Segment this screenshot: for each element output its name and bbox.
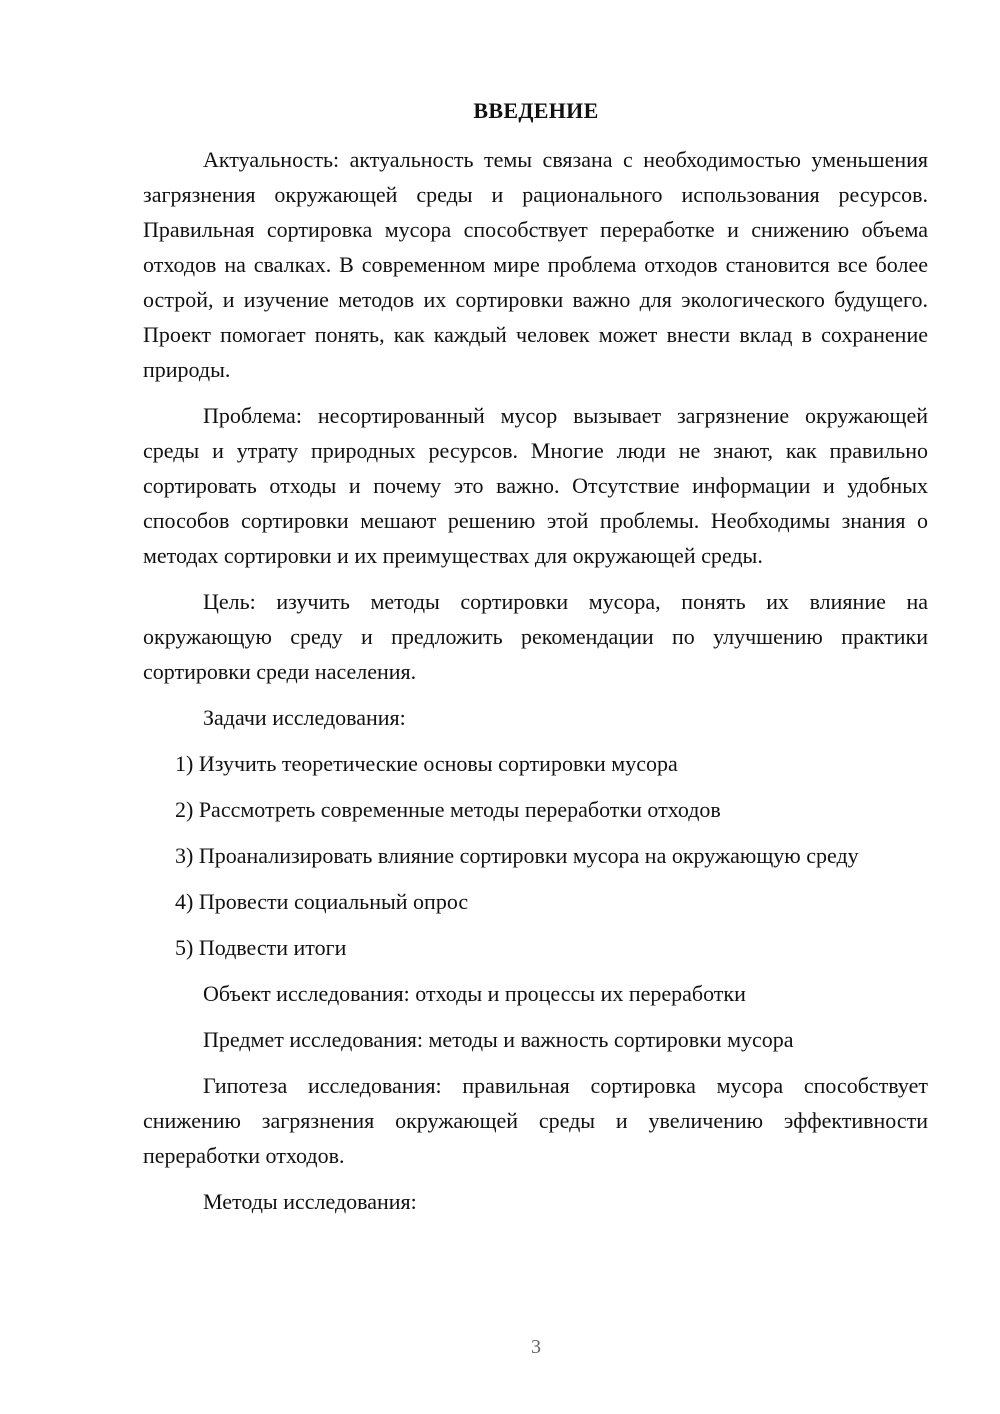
object-paragraph: Объект исследования: отходы и процессы их переработки bbox=[203, 981, 746, 1006]
tasks-heading: Задачи исследования: bbox=[203, 705, 406, 730]
task-item-4: 4) Провести социальный опрос bbox=[175, 889, 469, 914]
methods-paragraph: Методы исследования: bbox=[203, 1189, 417, 1214]
goal-paragraph: Цель: изучить методы сортировки мусора, понять их влияние на окружающую среду и предложить рекомендации по улучшению практики сортировки среди населения. bbox=[143, 589, 928, 684]
section-heading: ВВЕДЕНИЕ bbox=[473, 98, 599, 123]
task-item-5: 5) Подвести итоги bbox=[175, 935, 347, 960]
document-body bbox=[143, 142, 928, 1230]
subject-paragraph: Предмет исследования: методы и важность сортировки мусора bbox=[203, 1027, 794, 1052]
problem-paragraph: Проблема: несортированный мусор вызывает загрязнение окружающей среды и утрату природных ресурсов. Многие люди не знают, как правильно сортировать отходы и почему это важно. Отсутствие информации и удобных способов сортировки мешают решению этой проблемы. Необходимы знания о методах сортировки и их преимуществах для окружающей среды. bbox=[143, 403, 928, 568]
page-number: 3 bbox=[531, 1336, 541, 1358]
relevance-paragraph: Актуальность: актуальность темы связана с необходимостью уменьшения загрязнения окружающей среды и рационального использования ресурсов. Правильная сортировка мусора способствует переработке и снижению объема отходов на свалках. В современном мире проблема отходов становится все более острой, и изучение методов их сортировки важно для экологического будущего. Проект помогает понять, как каждый человек может внести вклад в сохранение природы. bbox=[143, 147, 928, 382]
task-item-3: 3) Проанализировать влияние сортировки мусора на окружающую среду bbox=[175, 843, 859, 868]
hypothesis-paragraph: Гипотеза исследования: правильная сортировка мусора способствует снижению загрязнения окружающей среды и увеличению эффективности переработки отходов. bbox=[143, 1073, 928, 1168]
task-item-2: 2) Рассмотреть современные методы переработки отходов bbox=[175, 797, 721, 822]
task-item-1: 1) Изучить теоретические основы сортировки мусора bbox=[175, 751, 678, 776]
